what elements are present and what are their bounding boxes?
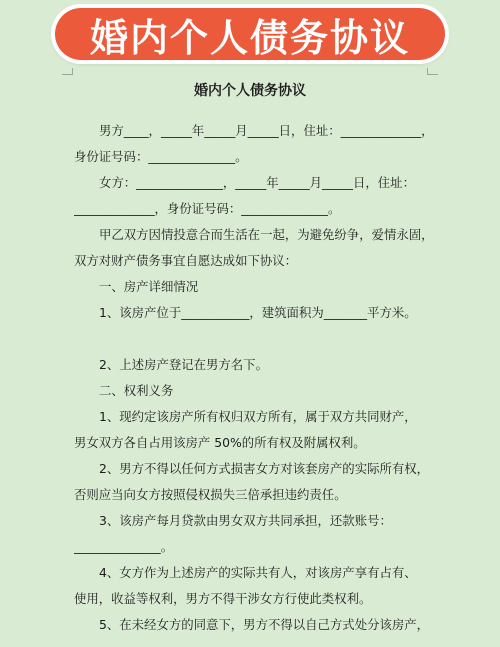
document-line: 甲乙双方因情投意合而生活在一起，为避免纷争，爱情永固，	[99, 227, 434, 242]
title-banner	[55, 8, 445, 60]
document-title: 婚内个人债务协议	[194, 83, 306, 99]
document-body	[74, 118, 434, 638]
document-line: 1、该房产位于___________，建筑面积为_______平方米。	[99, 305, 417, 320]
blank-line	[74, 326, 434, 352]
page-margin-marks	[0, 68, 500, 74]
document-line: 一、房产详细情况	[99, 279, 199, 294]
document-line: 男方____，_____年_____月_____日，住址：_____________，	[99, 123, 434, 138]
document-line: 二、权利义务	[99, 383, 174, 398]
document-line: 男女双方各自占用该房产 50%的所有权及附属权利。	[74, 435, 366, 450]
document-line: 2、男方不得以任何方式损害女方对该套房产的实际所有权，	[99, 461, 430, 476]
document-line: 1、现约定该房产所有权归双方所有，属于双方共同财产，	[99, 409, 417, 424]
document-line: 5、在未经女方的同意下，男方不得以自己方式处分该房产，	[99, 617, 430, 632]
document-line: 2、上述房产登记在男方名下。	[99, 357, 268, 372]
document-line: 身份证号码：______________。	[74, 149, 248, 164]
document-line: ______________。	[74, 539, 174, 554]
document-line: 否则应当向女方按照侵权损失三倍承担违约责任。	[74, 487, 347, 502]
document-line: 3、该房产每月贷款由男女双方共同承担，还款账号：	[99, 513, 392, 528]
document-line: 4、女方作为上述房产的实际共有人，对该房产享有占有、	[99, 565, 417, 580]
margin-mark-left	[62, 68, 73, 75]
margin-mark-right	[427, 68, 438, 75]
document-line: 使用，收益等权利，男方不得干涉女方行使此类权利。	[74, 591, 372, 606]
document-line: 女方：______________，_____年_____月_____日，住址：	[99, 175, 415, 190]
banner-title: 婚内个人债务协议	[89, 15, 410, 60]
document-line: _____________，身份证号码：______________。	[74, 201, 341, 216]
document-line: 双方对财产债务事宜自愿达成如下协议：	[74, 253, 298, 268]
